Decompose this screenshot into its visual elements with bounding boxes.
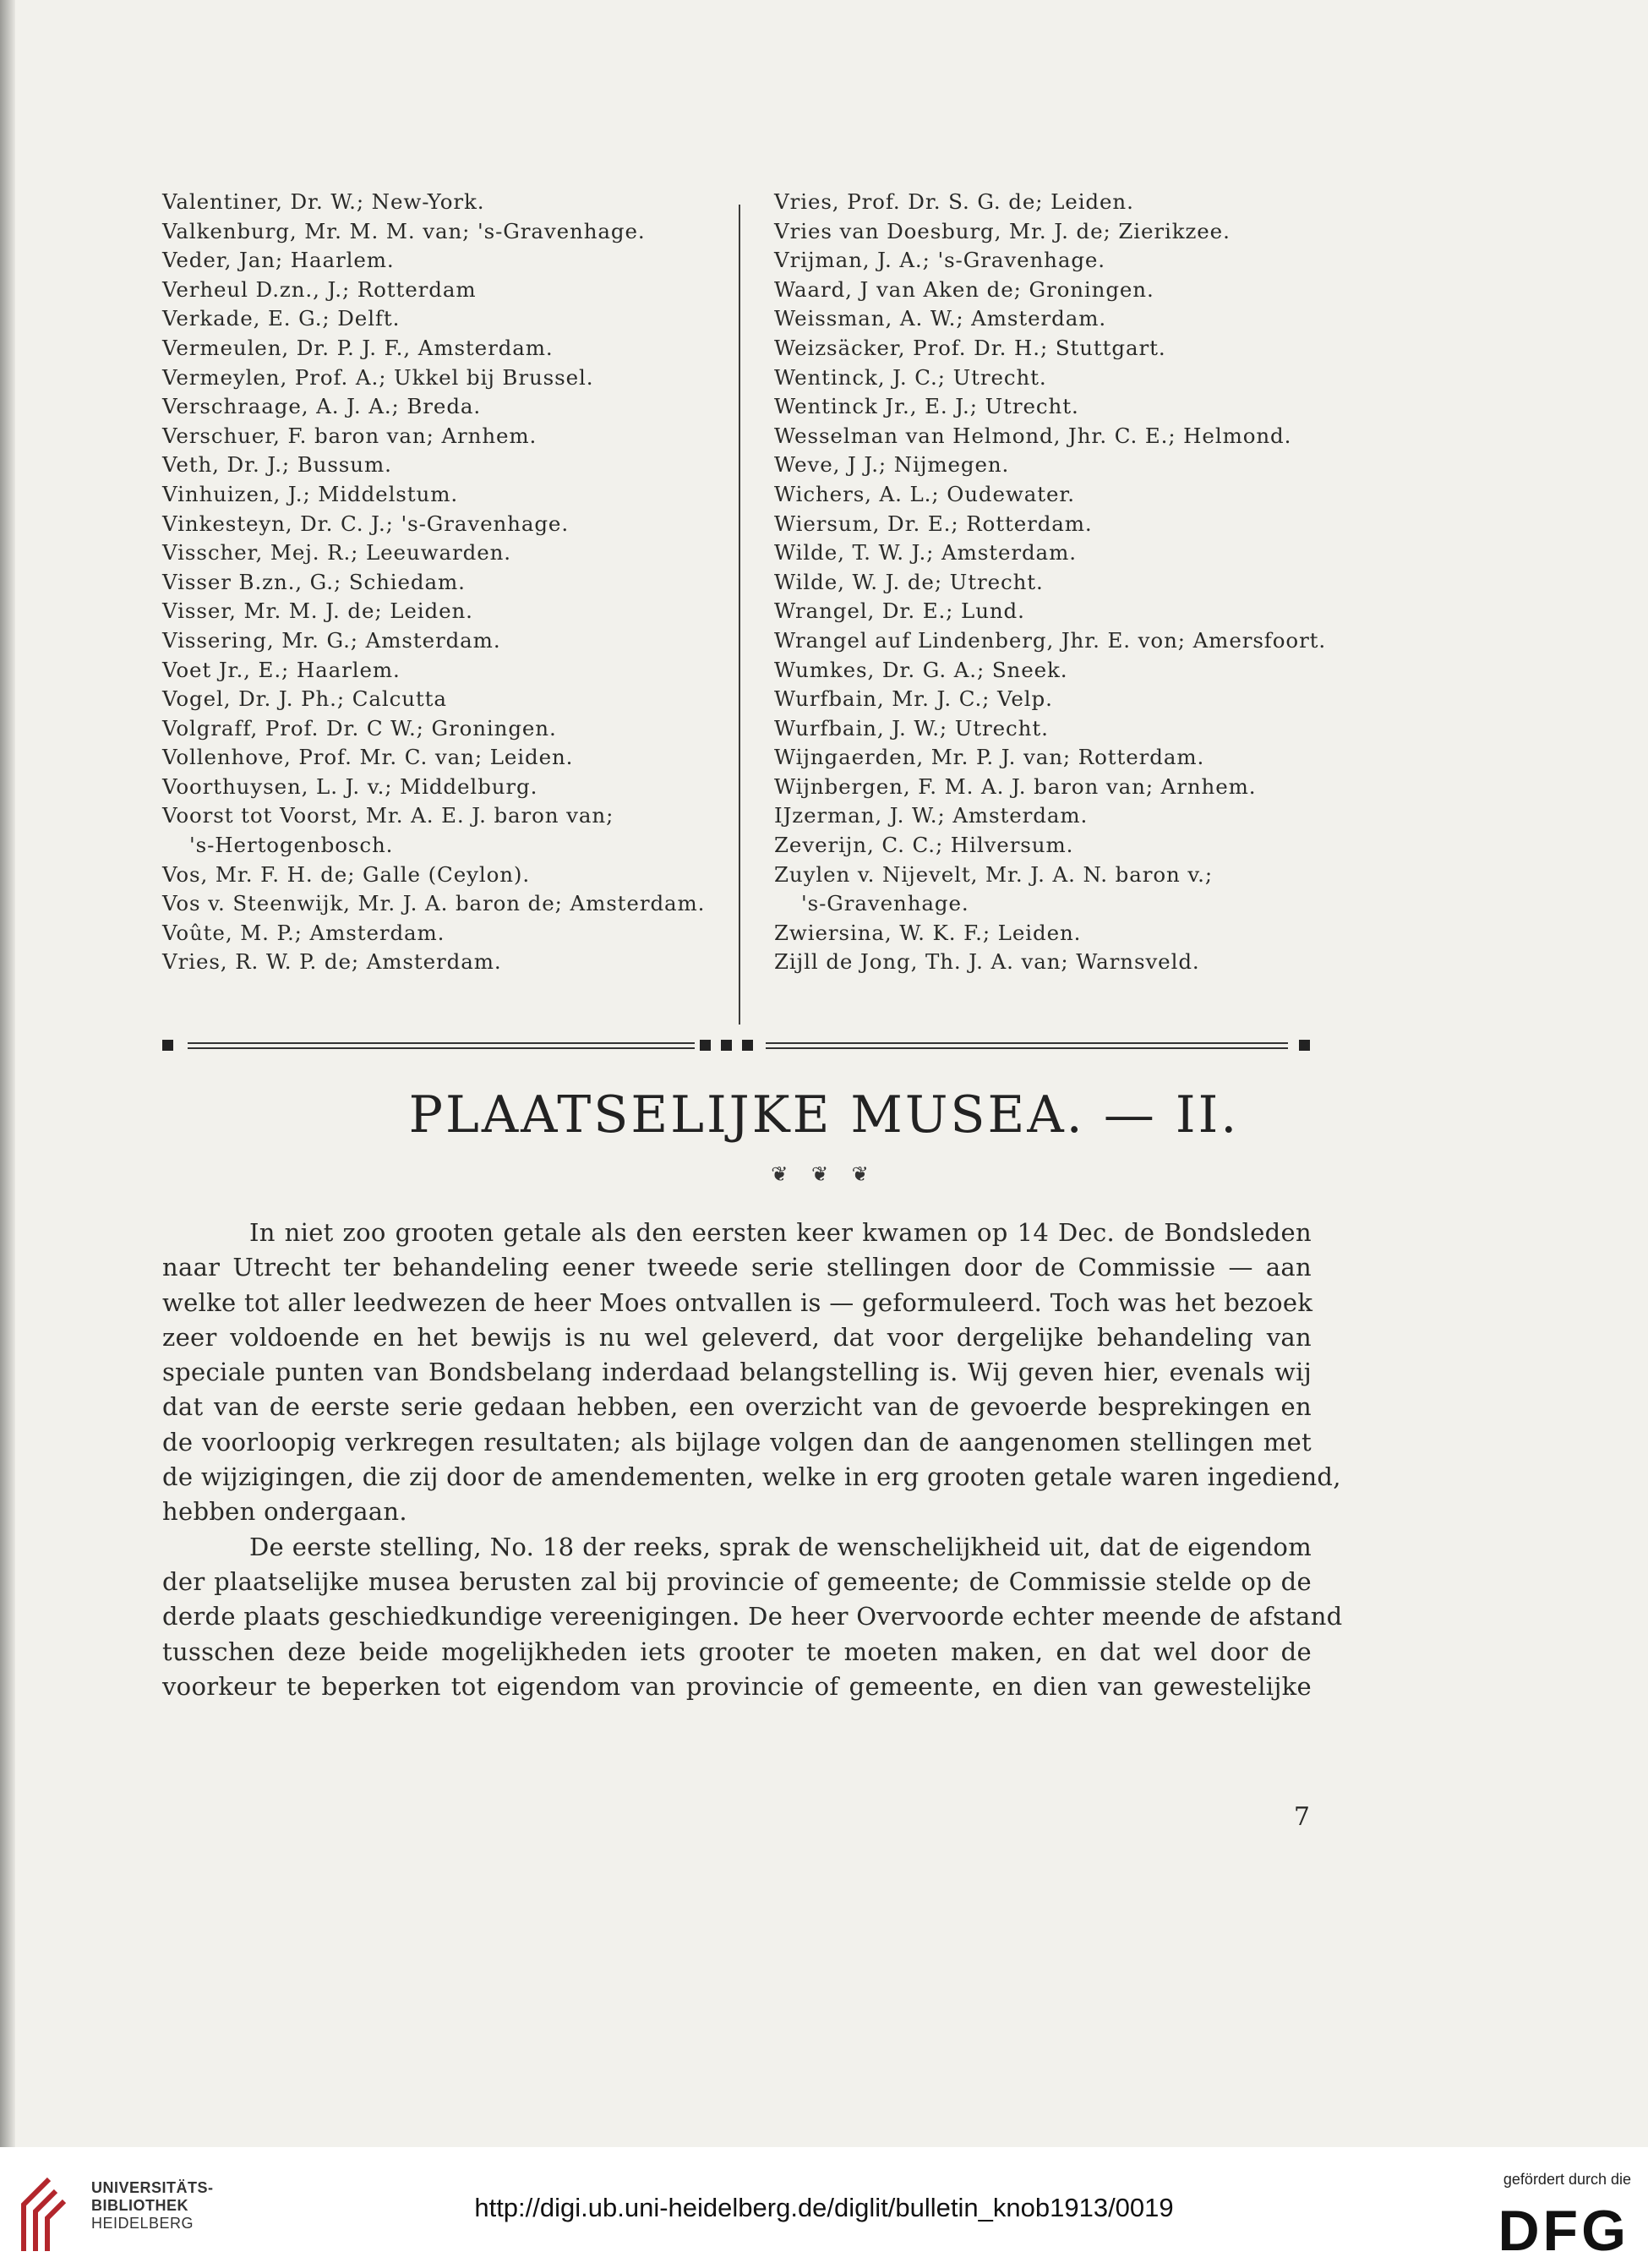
list-item: Vries, Prof. Dr. S. G. de; Leiden. bbox=[774, 189, 1134, 214]
body-line: dat van de eerste serie gedaan hebben, een overzicht van de gevoerde besprekingen en bbox=[162, 1392, 1312, 1422]
list-item: Verkade, E. G.; Delft. bbox=[162, 306, 401, 331]
body-line: de voorloopig verkregen resultaten; als bijlage volgen dan de aangenomen stellingen met bbox=[162, 1427, 1312, 1456]
list-item: Voorthuysen, L. J. v.; Middelburg. bbox=[162, 773, 538, 799]
dfg-logo: DFG bbox=[1498, 2199, 1629, 2263]
divider-square-icon bbox=[742, 1040, 753, 1051]
divider-square-icon bbox=[162, 1040, 173, 1051]
list-item: Vollenhove, Prof. Mr. C. van; Leiden. bbox=[162, 745, 574, 770]
list-item: Wichers, A. L.; Oudewater. bbox=[774, 481, 1075, 506]
body-line: De eerste stelling, No. 18 der reeks, sprak de wenschelijkheid uit, dat de eigendom bbox=[249, 1532, 1312, 1561]
list-item: Vries van Doesburg, Mr. J. de; Zierikzee. bbox=[774, 218, 1231, 243]
divider-square-icon bbox=[1299, 1040, 1310, 1051]
funding-label: gefördert durch die bbox=[1503, 2171, 1631, 2188]
list-item: Visscher, Mej. R.; Leeuwarden. bbox=[162, 540, 511, 566]
page-number: 7 bbox=[1293, 1802, 1310, 1832]
library-name: UNIVERSITÄTS- BIBLIOTHEK HEIDELBERG bbox=[91, 2179, 214, 2232]
list-item: Wijnbergen, F. M. A. J. baron van; Arnhem. bbox=[774, 773, 1257, 799]
list-item: Zijll de Jong, Th. J. A. van; Warnsveld. bbox=[774, 949, 1200, 975]
body-line: hebben ondergaan. bbox=[162, 1497, 407, 1527]
list-item: Wentinck, J. C.; Utrecht. bbox=[774, 364, 1047, 390]
divider-square-icon bbox=[721, 1040, 732, 1051]
list-item: IJzerman, J. W.; Amsterdam. bbox=[774, 803, 1089, 828]
list-item: Vermeulen, Dr. P. J. F., Amsterdam. bbox=[162, 335, 554, 360]
list-item: Vinhuizen, J.; Middelstum. bbox=[162, 481, 459, 506]
list-item: Weve, J J.; Nijmegen. bbox=[774, 452, 1010, 478]
list-item: Vries, R. W. P. de; Amsterdam. bbox=[162, 949, 502, 975]
list-item: Zuylen v. Nijevelt, Mr. J. A. N. baron v.; bbox=[774, 861, 1214, 887]
list-item: Wilde, T. W. J.; Amsterdam. bbox=[774, 540, 1077, 566]
list-item: Vogel, Dr. J. Ph.; Calcutta bbox=[162, 686, 447, 712]
list-item: Vinkesteyn, Dr. C. J.; 's-Gravenhage. bbox=[162, 511, 570, 536]
body-line: In niet zoo grooten getale als den eersten keer kwamen op 14 Dec. de Bondsleden bbox=[249, 1218, 1312, 1247]
list-item: Vos, Mr. F. H. de; Galle (Ceylon). bbox=[162, 861, 531, 887]
list-item: Wentinck Jr., E. J.; Utrecht. bbox=[774, 394, 1079, 419]
list-item: Zeverijn, C. C.; Hilversum. bbox=[774, 833, 1074, 858]
flourish-icon: ❦ ❦ ❦ bbox=[771, 1162, 877, 1186]
list-item: Zwiersina, W. K. F.; Leiden. bbox=[774, 920, 1082, 945]
permalink-url[interactable]: http://digi.ub.uni-heidelberg.de/diglit/bulletin_knob1913/0019 bbox=[474, 2193, 1174, 2222]
list-item: Vermeylen, Prof. A.; Ukkel bij Brussel. bbox=[162, 364, 594, 390]
member-list bbox=[162, 188, 1327, 1016]
list-item: Vissering, Mr. G.; Amsterdam. bbox=[162, 627, 501, 653]
column-divider bbox=[739, 205, 740, 1025]
list-item: Veder, Jan; Haarlem. bbox=[162, 248, 395, 273]
body-line: derde plaats geschiedkundige vereenigingen. De heer Overvoorde echter meende de afstand bbox=[162, 1602, 1343, 1631]
list-item: Wrangel, Dr. E.; Lund. bbox=[774, 598, 1025, 624]
body-line: tusschen deze beide mogelijkheden iets grooter te moeten maken, en dat wel door de bbox=[162, 1637, 1312, 1666]
list-item: Wurfbain, Mr. J. C.; Velp. bbox=[774, 686, 1053, 712]
list-item: Valkenburg, Mr. M. M. van; 's-Gravenhage. bbox=[162, 218, 646, 243]
article-body bbox=[162, 1216, 1343, 1704]
list-item: Wurfbain, J. W.; Utrecht. bbox=[774, 715, 1049, 741]
body-line: welke tot aller leedwezen de heer Moes ontvallen is — geformuleerd. Toch was het bezoek bbox=[162, 1287, 1313, 1317]
list-item: Verheul D.zn., J.; Rotterdam bbox=[162, 276, 477, 302]
body-line: speciale punten van Bondsbelang inderdaad belangstelling is. Wij geven hier, evenals wij bbox=[162, 1358, 1312, 1387]
list-item: Vrijman, J. A.; 's-Gravenhage. bbox=[774, 248, 1105, 273]
list-item: Weizsäcker, Prof. Dr. H.; Stuttgart. bbox=[774, 335, 1166, 360]
list-item: Wijngaerden, Mr. P. J. van; Rotterdam. bbox=[774, 745, 1205, 770]
list-item: Vos v. Steenwijk, Mr. J. A. baron de; Amsterdam. bbox=[162, 891, 706, 916]
list-item: Voet Jr., E.; Haarlem. bbox=[162, 657, 401, 682]
body-line: voorkeur te beperken tot eigendom van provincie of gemeente, en dien van gewestelijke bbox=[162, 1671, 1312, 1701]
list-item: Wesselman van Helmond, Jhr. C. E.; Helmond. bbox=[774, 423, 1292, 448]
member-list-left-column bbox=[162, 188, 712, 977]
digitization-footer bbox=[0, 2147, 1648, 2268]
divider-square-icon bbox=[700, 1040, 711, 1051]
body-line: der plaatselijke musea berusten zal bij provincie of gemeente; de Commissie stelde op de bbox=[162, 1566, 1312, 1596]
list-item: Visser, Mr. M. J. de; Leiden. bbox=[162, 598, 473, 624]
list-item: Wumkes, Dr. G. A.; Sneek. bbox=[774, 657, 1068, 682]
list-item: Verschuer, F. baron van; Arnhem. bbox=[162, 423, 538, 448]
member-list-right-column bbox=[774, 188, 1327, 977]
list-item: Volgraff, Prof. Dr. C W.; Groningen. bbox=[162, 715, 557, 741]
list-item: Waard, J van Aken de; Groningen. bbox=[774, 276, 1154, 302]
list-item: Verschraage, A. J. A.; Breda. bbox=[162, 394, 482, 419]
list-item: Veth, Dr. J.; Bussum. bbox=[162, 452, 392, 478]
list-item: Voûte, M. P.; Amsterdam. bbox=[162, 920, 445, 945]
body-line: zeer voldoende en het bewijs is nu wel geleverd, dat voor dergelijke behandeling van bbox=[162, 1322, 1312, 1352]
list-item: Wilde, W. J. de; Utrecht. bbox=[774, 569, 1044, 594]
list-item: Wrangel auf Lindenberg, Jhr. E. von; Amersfoort. bbox=[774, 627, 1327, 653]
list-item: Voorst tot Voorst, Mr. A. E. J. baron van; bbox=[162, 803, 614, 828]
body-line: de wijzigingen, die zij door de amendementen, welke in erg grooten getale waren ingediend, bbox=[162, 1462, 1341, 1492]
list-item: Valentiner, Dr. W.; New-York. bbox=[162, 189, 485, 214]
section-title: PLAATSELIJKE MUSEA. — II. bbox=[408, 1085, 1240, 1145]
list-item: Visser B.zn., G.; Schiedam. bbox=[162, 569, 466, 594]
list-item: 's-Gravenhage. bbox=[801, 891, 969, 916]
list-item: 's-Hertogenbosch. bbox=[189, 833, 394, 858]
list-item: Wiersum, Dr. E.; Rotterdam. bbox=[774, 511, 1093, 536]
ornamental-divider bbox=[162, 1036, 1313, 1055]
list-item: Weissman, A. W.; Amsterdam. bbox=[774, 306, 1107, 331]
body-line: naar Utrecht ter behandeling eener tweede serie stellingen door de Commissie — aan bbox=[162, 1253, 1312, 1282]
